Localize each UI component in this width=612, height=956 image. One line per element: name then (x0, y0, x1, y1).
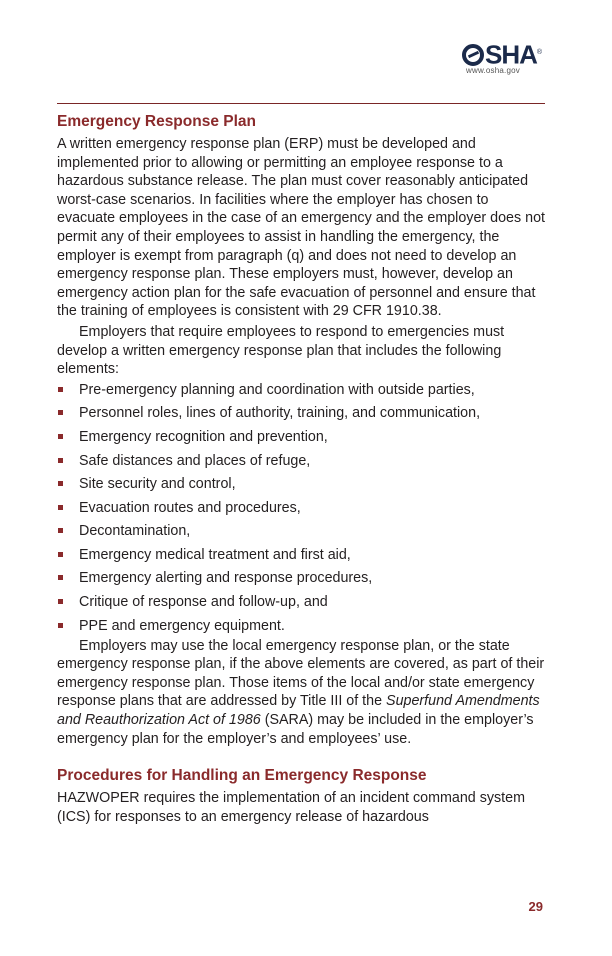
bullet-icon (58, 481, 63, 486)
erp-elements-list (57, 381, 547, 637)
list-item-text: Emergency alerting and response procedures, (79, 570, 373, 587)
erp-paragraph-1: A written emergency response plan (ERP) must be developed and implemented prior to allowing or permitting an employee response to a hazardous substance release. The plan must cover reasonably anticipated worst-case scenarios. In facilities where the employer has chosen to evacuate employees in the case of an emergency and the employer does not permit any of their employees to assist in handling the emergency, the employer is exempt from paragraph (q) and does not need to develop an emergency response plan. These employers must, however, develop an emergency action plan for the safe evacuation of personnel and ensure that the training of employees is consistent with 29 CFR 1910.38. (57, 136, 545, 320)
list-item (57, 452, 547, 476)
osha-url: www.osha.gov (466, 66, 520, 75)
procedures-paragraph-1: HAZWOPER requires the implementation of an incident command system (ICS) for responses to an emergency release of hazardous (57, 790, 526, 825)
section-heading-erp: Emergency Response Plan (57, 113, 256, 130)
list-item-text: Decontamination, (79, 523, 191, 540)
bullet-icon (58, 458, 63, 463)
osha-logo-o-glyph (462, 44, 484, 66)
list-item (57, 546, 547, 570)
page-content (57, 112, 547, 826)
bullet-icon (58, 552, 63, 557)
page-number: 29 (528, 899, 543, 914)
section-heading-procedures: Procedures for Handling an Emergency Response (57, 767, 427, 785)
list-item (57, 499, 547, 523)
erp-paragraph-3-text-b: (SARA) may be included in the employer’s emergency plan for the employer’s and employees’ use. (57, 712, 534, 747)
list-item-text: Pre-emergency planning and coordination with outside parties, (79, 381, 475, 398)
list-item-text: Emergency medical treatment and first aid, (79, 546, 351, 563)
list-item-text: PPE and emergency equipment. (79, 617, 285, 634)
list-item (57, 617, 547, 637)
bullet-icon (58, 505, 63, 510)
list-item-text: Emergency recognition and prevention, (79, 428, 328, 445)
osha-logo-letters: SHA (485, 39, 537, 70)
erp-paragraph-3 (57, 637, 547, 749)
bullet-icon (58, 528, 63, 533)
list-item (57, 569, 547, 593)
erp-paragraph-3-text-a: Employers may use the local emergency response plan, or the state emergency response plan, if the above elements are covered, as part of their emergency response plan. Those items of the local and/or state emergency response plans that are addressed by Title III of the (57, 637, 545, 710)
osha-logo-mark (462, 38, 541, 70)
list-item-text: Evacuation routes and procedures, (79, 499, 301, 516)
osha-logo (462, 38, 546, 78)
sara-act-title: Superfund Amendments and Reauthorization Act of 1986 (57, 693, 540, 729)
list-item-text: Critique of response and follow-up, and (79, 594, 328, 611)
bullet-icon (58, 410, 63, 415)
list-item (57, 593, 547, 617)
list-item-text: Personnel roles, lines of authority, training, and communication, (79, 405, 481, 422)
list-item (57, 475, 547, 499)
bullet-icon (58, 575, 63, 580)
list-item-text: Site security and control, (79, 476, 236, 493)
list-item (57, 404, 547, 428)
erp-paragraph-2: Employers that require employees to respond to emergencies must develop a written emergency response plan that includes the following elements: (57, 323, 505, 378)
list-item-text: Safe distances and places of refuge, (79, 452, 311, 469)
bullet-icon (58, 623, 63, 628)
list-item (57, 428, 547, 452)
bullet-icon (58, 387, 63, 392)
bullet-icon (58, 434, 63, 439)
registered-mark: ® (536, 49, 542, 56)
bullet-icon (58, 599, 63, 604)
header-rule (57, 103, 545, 104)
list-item (57, 381, 547, 405)
list-item (57, 522, 547, 546)
